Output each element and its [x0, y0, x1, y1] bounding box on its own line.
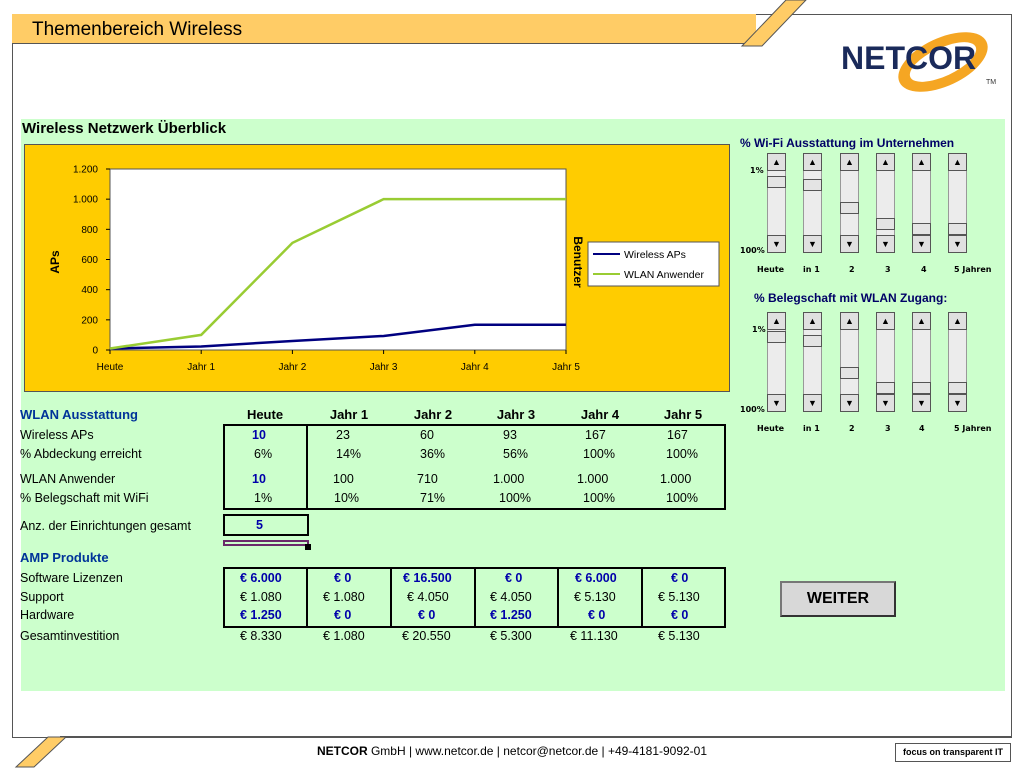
cell-hardware-jahr3[interactable]: € 1.250: [490, 608, 532, 622]
slider-thumb[interactable]: [948, 223, 967, 235]
slider-thumb[interactable]: [876, 382, 895, 394]
footer-company: NETCOR: [316, 744, 368, 758]
x-tick-label: Jahr 2: [278, 362, 307, 373]
slider-thumb[interactable]: [803, 335, 822, 347]
cell-staff-jahr1: 10%: [334, 491, 360, 505]
cell-support-jahr2: € 4.050: [407, 590, 449, 604]
legend-label-aps: Wireless APs: [624, 249, 686, 261]
staff-axis-5: 5 Jahren: [954, 424, 992, 433]
cell-hardware-jahr1[interactable]: € 0: [334, 608, 352, 622]
cell-aps-jahr2: 60: [420, 428, 434, 442]
y-tick-label: 1.200: [72, 164, 98, 176]
wifi-slider-2[interactable]: [840, 153, 859, 253]
scroll-up-icon[interactable]: ▲: [912, 312, 931, 330]
cell-coverage-jahr4: 100%: [583, 447, 615, 461]
cell-software-jahr3[interactable]: € 0: [505, 571, 523, 585]
x-tick-label: Heute: [96, 362, 124, 373]
wifi-slider-0[interactable]: [767, 153, 786, 253]
cell-users-jahr5: 1.000: [660, 472, 692, 486]
header-accent-stripe: [740, 0, 810, 48]
x-tick-label: Jahr 1: [187, 362, 216, 373]
staff-slider-3[interactable]: [876, 312, 895, 412]
cell-software-jahr1[interactable]: € 0: [334, 571, 352, 585]
cell-support-jahr1: € 1.080: [323, 590, 365, 604]
slider-thumb[interactable]: [876, 218, 895, 230]
selection-handle[interactable]: [305, 544, 311, 550]
cell-hardware-jahr4[interactable]: € 0: [588, 608, 606, 622]
cell-staff-jahr4: 100%: [583, 491, 615, 505]
cell-support-heute: € 1.080: [240, 590, 282, 604]
wifi-bottom-label: 100%: [740, 246, 765, 255]
cell-software-jahr5[interactable]: € 0: [671, 571, 689, 585]
scroll-up-icon[interactable]: ▲: [912, 153, 931, 171]
scroll-down-icon[interactable]: ▼: [840, 235, 859, 253]
footer-divider: [60, 736, 1012, 737]
y-tick-label: 800: [81, 224, 98, 236]
col-header-heute: Heute: [246, 407, 284, 422]
y-tick-label: 0: [92, 345, 98, 357]
y-tick-label: 600: [81, 255, 98, 266]
wifi-controls-title: % Wi-Fi Ausstattung im Unternehmen: [740, 136, 955, 150]
scroll-down-icon[interactable]: ▼: [948, 394, 967, 412]
y-tick-label: 200: [81, 315, 98, 327]
cell-aps-jahr1: 23: [336, 428, 350, 442]
staff-axis-2: 2: [849, 424, 855, 433]
scroll-up-icon[interactable]: ▲: [840, 153, 859, 171]
cell-software-heute[interactable]: € 6.000: [240, 571, 282, 585]
wifi-axis-in1: in 1: [803, 265, 820, 274]
slider-thumb[interactable]: [767, 176, 786, 188]
cell-hardware-heute[interactable]: € 1.250: [240, 608, 282, 622]
scroll-up-icon[interactable]: ▲: [876, 153, 895, 171]
cell-users-jahr2: 710: [417, 472, 438, 486]
row-label-total: Gesamtinvestition: [20, 629, 120, 643]
cell-users-heute[interactable]: 10: [252, 472, 266, 486]
col-header-jahr2: Jahr 2: [413, 407, 453, 422]
scroll-down-icon[interactable]: ▼: [912, 394, 931, 412]
wifi-axis-heute: Heute: [757, 265, 785, 274]
cell-users-jahr3: 1.000: [493, 472, 525, 486]
staff-slider-2[interactable]: [840, 312, 859, 412]
focus-badge: focus on transparent IT: [895, 743, 1011, 762]
wifi-axis-3: 3: [885, 265, 891, 274]
staff-axis-4: 4: [919, 424, 925, 433]
slider-thumb[interactable]: [840, 367, 859, 379]
scroll-down-icon[interactable]: ▼: [876, 394, 895, 412]
wifi-axis-4: 4: [921, 265, 927, 274]
scroll-up-icon[interactable]: ▲: [876, 312, 895, 330]
cell-coverage-jahr5: 100%: [666, 447, 698, 461]
wifi-top-label: 1%: [750, 166, 764, 175]
x-tick-label: Jahr 4: [460, 362, 489, 373]
cell-coverage-jahr2: 36%: [420, 447, 446, 461]
slider-thumb[interactable]: [912, 223, 931, 235]
slider-thumb[interactable]: [912, 382, 931, 394]
cell-hardware-jahr5[interactable]: € 0: [671, 608, 689, 622]
slider-thumb[interactable]: [803, 179, 822, 191]
slider-thumb[interactable]: [948, 382, 967, 394]
staff-bottom-label: 100%: [740, 405, 765, 414]
scroll-up-icon[interactable]: ▲: [803, 312, 822, 330]
staff-slider-5[interactable]: [948, 312, 967, 412]
staff-controls-title: % Belegschaft mit WLAN Zugang:: [754, 291, 948, 305]
cell-software-jahr4[interactable]: € 6.000: [575, 571, 617, 585]
cell-coverage-jahr1: 14%: [336, 447, 362, 461]
facilities-label: Anz. der Einrichtungen gesamt: [20, 519, 191, 533]
wifi-slider-4[interactable]: [912, 153, 931, 253]
col-header-jahr5: Jahr 5: [663, 407, 703, 422]
scroll-down-icon[interactable]: ▼: [803, 235, 822, 253]
wifi-slider-1[interactable]: [803, 153, 822, 253]
cell-total-jahr4: € 11.130: [570, 629, 618, 643]
row-label-wlan-users: WLAN Anwender: [20, 472, 116, 486]
wifi-slider-3[interactable]: [876, 153, 895, 253]
cell-support-jahr5: € 5.130: [658, 590, 700, 604]
scroll-up-icon[interactable]: ▲: [948, 153, 967, 171]
footer-contact: [0, 744, 1024, 758]
scroll-up-icon[interactable]: ▲: [840, 312, 859, 330]
staff-axis-heute: Heute: [757, 424, 785, 433]
cell-staff-jahr3: 100%: [499, 491, 531, 505]
scroll-down-icon[interactable]: ▼: [767, 235, 786, 253]
cell-aps-jahr3: 93: [503, 428, 517, 442]
slider-track[interactable]: [840, 330, 859, 394]
wlan-section-title: WLAN Ausstattung: [20, 407, 138, 422]
cell-total-heute: € 8.330: [240, 629, 282, 643]
cell-aps-heute[interactable]: 10: [252, 428, 266, 442]
cell-aps-jahr5: 167: [667, 428, 688, 442]
staff-slider-1[interactable]: [803, 312, 822, 412]
scroll-down-icon[interactable]: ▼: [803, 394, 822, 412]
cell-total-jahr1: € 1.080: [323, 629, 365, 643]
logo-tm: TM: [986, 79, 997, 86]
row-label-software: Software Lizenzen: [20, 571, 123, 585]
staff-slider-4[interactable]: [912, 312, 931, 412]
cell-staff-jahr5: 100%: [666, 491, 698, 505]
facilities-input[interactable]: 5: [256, 518, 263, 532]
row-label-coverage: % Abdeckung erreicht: [20, 447, 142, 461]
scroll-down-icon[interactable]: ▼: [840, 394, 859, 412]
plot-area: [110, 169, 566, 350]
scroll-up-icon[interactable]: ▲: [767, 312, 786, 330]
amp-section-title: AMP Produkte: [20, 550, 109, 565]
cell-staff-jahr2: 71%: [420, 491, 446, 505]
line-chart: [24, 144, 730, 392]
overview-title: Wireless Netzwerk Überblick: [22, 120, 227, 137]
cell-hardware-jahr2[interactable]: € 0: [418, 608, 436, 622]
cell-coverage-jahr3: 56%: [503, 447, 529, 461]
cell-total-jahr3: € 5.300: [490, 629, 532, 643]
staff-top-label: 1%: [752, 325, 766, 334]
cell-software-jahr2[interactable]: € 16.500: [403, 571, 452, 585]
scroll-up-icon[interactable]: ▲: [767, 153, 786, 171]
cell-total-jahr5: € 5.130: [658, 629, 700, 643]
netcor-logo: [838, 22, 1008, 102]
cell-aps-jahr4: 167: [585, 428, 606, 442]
footer-text: GmbH | www.netcor.de | netcor@netcor.de | +49-4181-9092-01: [367, 744, 708, 758]
cell-total-jahr2: € 20.550: [402, 629, 451, 643]
wifi-axis-2: 2: [849, 265, 855, 274]
row-label-hardware: Hardware: [20, 608, 75, 622]
col-header-jahr1: Jahr 1: [329, 407, 369, 422]
scroll-up-icon[interactable]: ▲: [803, 153, 822, 171]
y-axis-label: APs: [48, 250, 62, 274]
x-tick-label: Jahr 3: [369, 362, 398, 373]
scroll-down-icon[interactable]: ▼: [767, 394, 786, 412]
wifi-slider-5[interactable]: [948, 153, 967, 253]
y-tick-label: 1.000: [72, 194, 98, 206]
cell-users-jahr4: 1.000: [577, 472, 609, 486]
col-header-jahr3: Jahr 3: [496, 407, 536, 422]
y2-axis-label: Benutzer: [571, 236, 585, 288]
row-label-staff-wifi: % Belegschaft mit WiFi: [20, 491, 149, 505]
staff-axis-in1: in 1: [803, 424, 820, 433]
cell-support-jahr3: € 4.050: [490, 590, 532, 604]
scroll-down-icon[interactable]: ▼: [876, 235, 895, 253]
slider-thumb[interactable]: [767, 331, 786, 343]
page-title: Themenbereich Wireless: [32, 19, 243, 40]
cell-selection-marker: [223, 540, 309, 546]
scroll-up-icon[interactable]: ▲: [948, 312, 967, 330]
staff-slider-0[interactable]: [767, 312, 786, 412]
cell-users-jahr1: 100: [333, 472, 354, 486]
legend-label-users: WLAN Anwender: [624, 269, 704, 281]
col-header-jahr4: Jahr 4: [580, 407, 620, 422]
x-tick-label: Jahr 5: [552, 362, 580, 373]
scroll-down-icon[interactable]: ▼: [912, 235, 931, 253]
wifi-axis-5: 5 Jahren: [954, 265, 992, 274]
staff-axis-3: 3: [885, 424, 891, 433]
row-label-wireless-aps: Wireless APs: [20, 428, 94, 442]
weiter-button[interactable]: WEITER: [780, 581, 896, 617]
y-tick-label: 400: [81, 285, 98, 297]
cell-staff-heute: 1%: [254, 491, 273, 505]
row-label-support: Support: [20, 590, 64, 604]
logo-text: NETCOR: [841, 40, 977, 76]
cell-coverage-heute: 6%: [254, 447, 273, 461]
scroll-down-icon[interactable]: ▼: [948, 235, 967, 253]
slider-thumb[interactable]: [840, 202, 859, 214]
cell-support-jahr4: € 5.130: [574, 590, 616, 604]
